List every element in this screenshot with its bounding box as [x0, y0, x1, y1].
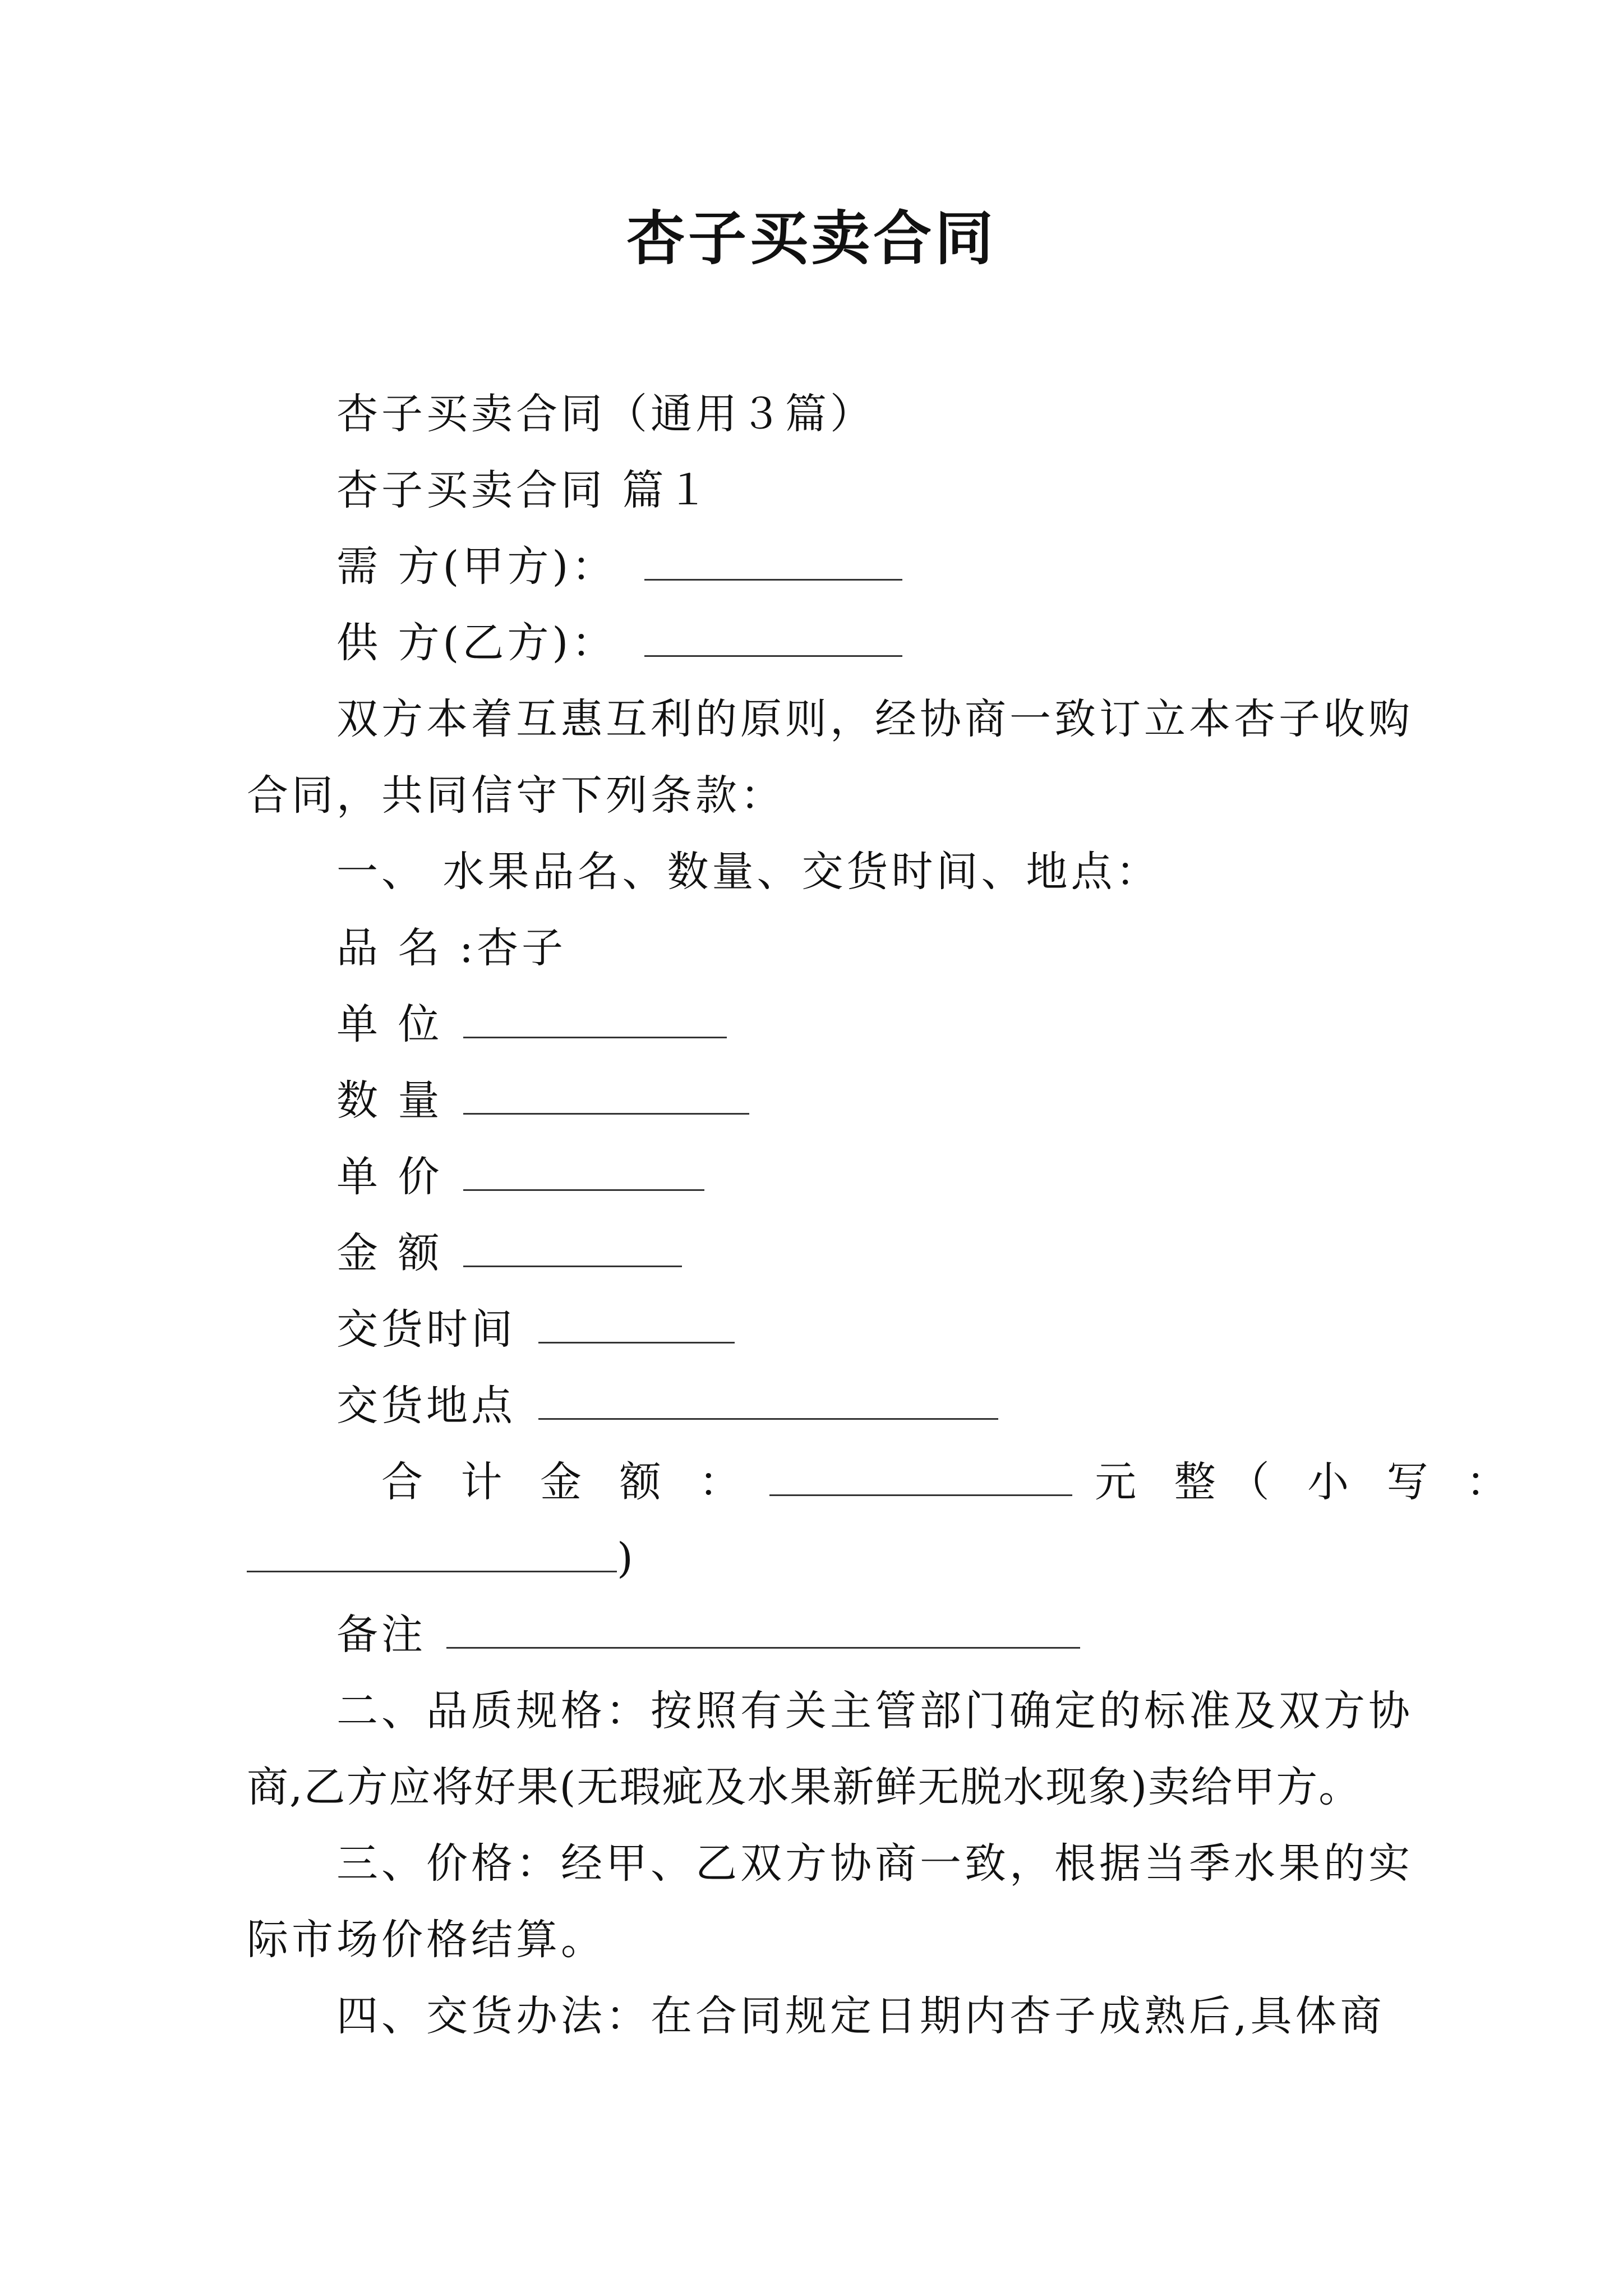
delivery-place-row — [336, 1379, 998, 1433]
buyer-row — [336, 540, 902, 593]
remarks-label: 备注 — [336, 1611, 426, 1659]
document-subtitle: 杏子买卖合同（通用３篇） — [336, 390, 875, 438]
intro-line-1: 双方本着互惠互利的原则，经协商一致订立本杏子收购 — [336, 695, 1413, 743]
quantity-label: 数 量 — [336, 1076, 443, 1125]
seller-label: 供 方(乙方)： — [336, 619, 617, 667]
quantity-row — [336, 1074, 749, 1128]
product-name: 品 名 :杏子 — [336, 924, 566, 972]
unit-blank — [463, 1003, 727, 1038]
section-2-line-1: 二、品质规格：按照有关主管部门确定的标准及双方协 — [336, 1687, 1413, 1735]
delivery-time-row — [336, 1303, 735, 1356]
buyer-label: 需 方(甲方)： — [336, 542, 617, 591]
total-label: 合 计 金 额 ： — [381, 1458, 753, 1506]
section-1-heading: 一、 水果品名、数量、交货时间、地点： — [336, 848, 1161, 896]
seller-blank — [644, 622, 902, 657]
remarks-row — [336, 1608, 1080, 1662]
total-lowercase-blank — [247, 1537, 617, 1572]
total-close: ) — [617, 1534, 637, 1582]
document-title: 杏子买卖合同 — [626, 204, 997, 273]
section-3-line-2: 际市场价格结算。 — [247, 1916, 606, 1964]
unit-price-row — [336, 1150, 704, 1204]
part-heading: 杏子买卖合同 篇１ — [336, 466, 712, 514]
total-lowercase-row — [247, 1531, 637, 1585]
unit-price-blank — [463, 1156, 704, 1191]
section-4-line-1: 四、交货办法：在合同规定日期内杏子成熟后,具体商 — [336, 1992, 1385, 2040]
amount-label: 金 额 — [336, 1229, 443, 1277]
seller-row — [336, 616, 902, 670]
amount-blank — [463, 1232, 682, 1267]
delivery-time-label: 交货时间 — [336, 1305, 516, 1354]
remarks-blank — [446, 1613, 1080, 1649]
total-blank — [769, 1461, 1072, 1496]
unit-row — [336, 997, 727, 1051]
delivery-time-blank — [538, 1308, 735, 1343]
amount-row — [336, 1226, 682, 1280]
total-row — [381, 1455, 1520, 1509]
unit-label: 单 位 — [336, 1000, 443, 1048]
section-2-line-2: 商,乙方应将好果(无瑕疵及水果新鲜无脱水现象)卖给甲方。 — [247, 1763, 1362, 1811]
delivery-place-blank — [538, 1384, 998, 1420]
intro-line-2: 合同，共同信守下列条款： — [247, 771, 785, 820]
total-unit: 元 整（ 小 写 ： — [1095, 1458, 1520, 1506]
buyer-blank — [644, 545, 902, 581]
unit-price-label: 单 价 — [336, 1153, 443, 1201]
quantity-blank — [463, 1079, 749, 1115]
delivery-place-label: 交货地点 — [336, 1382, 516, 1430]
section-3-line-1: 三、价格：经甲、乙双方协商一致，根据当季水果的实 — [336, 1839, 1413, 1888]
